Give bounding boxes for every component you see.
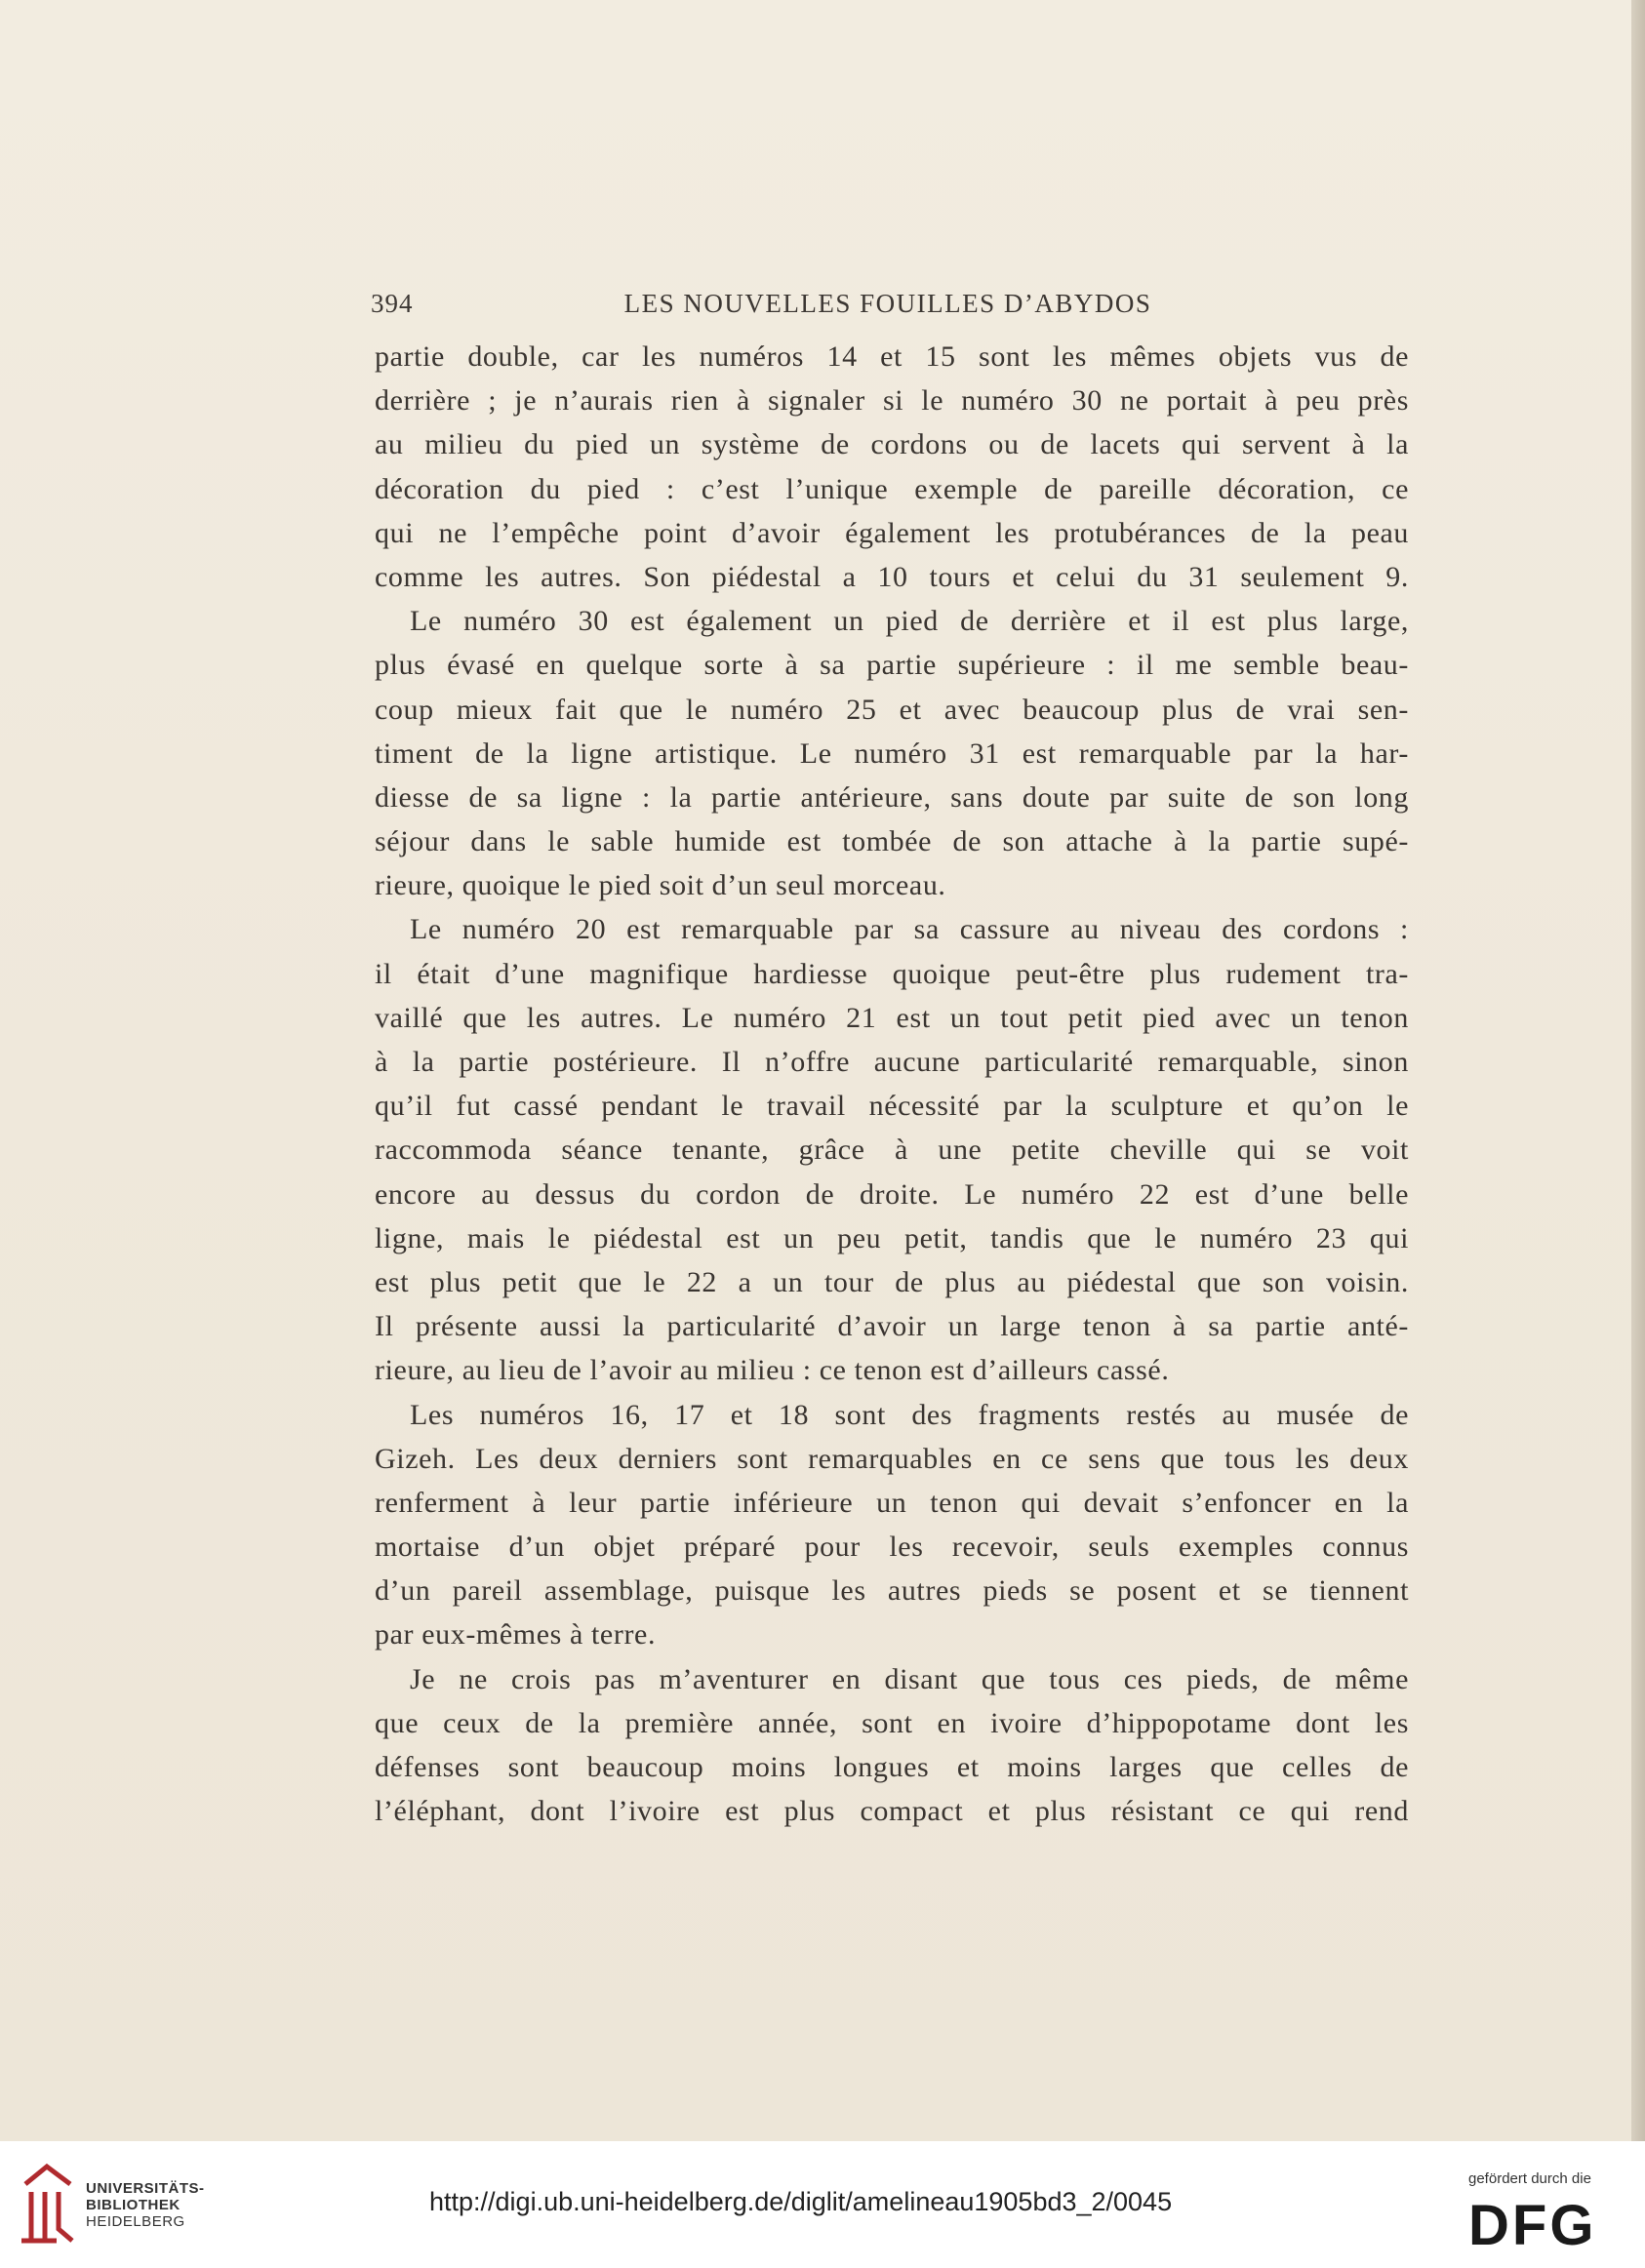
text-line: plus évasé en quelque sorte à sa partie supérieure : il me semble beau- [375, 649, 1409, 682]
text-line: Je ne crois pas m’aventurer en disant que tous ces pieds, de même [410, 1662, 1409, 1695]
library-name-line3: HEIDELBERG [86, 2213, 185, 2230]
page-edge-shadow [1631, 0, 1645, 2141]
text-line: d’un pareil assemblage, puisque les autres pieds se posent et se tiennent [375, 1574, 1409, 1608]
text-line: vaillé que les autres. Le numéro 21 est un tout petit pied avec un tenon [375, 1001, 1409, 1034]
text-line: qu’il fut cassé pendant le travail nécessité par la sculpture et qu’on le [375, 1090, 1409, 1123]
text-line: il était d’une magnifique hardiesse quoique peut-être plus rudement tra- [375, 957, 1409, 990]
text-line: mortaise d’un objet préparé pour les recevoir, seuls exemples connus [375, 1531, 1409, 1564]
text-line: partie double, car les numéros 14 et 15 sont les mêmes objets vus de [375, 340, 1409, 373]
text-line: l’éléphant, dont l’ivoire est plus compact et plus résistant ce qui rend [375, 1795, 1409, 1828]
text-line: encore au dessus du cordon de droite. Le numéro 22 est d’une belle [375, 1177, 1409, 1211]
body-text [375, 335, 1409, 1833]
text-line: rieure, au lieu de l’avoir au milieu : ce tenon est d’ailleurs cassé. [375, 1354, 1170, 1387]
text-line: défenses sont beaucoup moins longues et moins larges que celles de [375, 1751, 1409, 1783]
page-number: 394 [371, 289, 414, 318]
text-line: séjour dans le sable humide est tombée de son attache à la partie supé- [375, 825, 1409, 858]
text-line: comme les autres. Son piédestal a 10 tours et celui du 31 seulement 9. [375, 560, 1409, 593]
text-line: diesse de sa ligne : la partie antérieure, sans doute par suite de son long [375, 780, 1409, 814]
text-line: Le numéro 30 est également un pied de derrière et il est plus large, [410, 605, 1409, 638]
text-line: décoration du pied : c’est l’unique exemple de pareille décoration, ce [375, 472, 1409, 505]
library-name-line1: UNIVERSITÄTS- [86, 2180, 205, 2197]
running-title: LES NOUVELLES FOUILLES D’ABYDOS [623, 289, 1152, 318]
dfg-logo: DFG [1468, 2194, 1597, 2257]
funding-caption: gefördert durch die [1468, 2170, 1591, 2187]
text-line: timent de la ligne artistique. Le numéro 31 est remarquable par la har- [375, 736, 1409, 770]
page-header [371, 289, 1405, 328]
text-line: que ceux de la première année, sont en ivoire d’hippopotame dont les [375, 1706, 1409, 1739]
text-line: Les numéros 16, 17 et 18 sont des fragments restés au musée de [410, 1398, 1409, 1431]
text-line: est plus petit que le 22 a un tour de plus au piédestal que son voisin. [375, 1265, 1409, 1298]
text-line: Il présente aussi la particularité d’avoir un large tenon à sa partie anté- [375, 1310, 1409, 1343]
library-name [86, 2180, 205, 2230]
library-name-line2: BIBLIOTHEK [86, 2197, 181, 2213]
text-line: raccommoda séance tenante, grâce à une petite cheville qui se voit [375, 1134, 1409, 1167]
text-line: Gizeh. Les deux derniers sont remarquables en ce sens que tous les deux [375, 1442, 1409, 1475]
university-library-logo-icon [18, 2163, 78, 2247]
text-line: coup mieux fait que le numéro 25 et avec beaucoup plus de vrai sen- [375, 693, 1409, 726]
text-line: au milieu du pied un système de cordons ou de lacets qui servent à la [375, 428, 1409, 461]
text-line: rieure, quoique le pied soit d’un seul morceau. [375, 869, 946, 902]
footer-bar [0, 2141, 1645, 2268]
text-line: par eux-mêmes à terre. [375, 1618, 657, 1651]
text-line: derrière ; je n’aurais rien à signaler si le numéro 30 ne portait à peu près [375, 384, 1409, 418]
text-line: Le numéro 20 est remarquable par sa cassure au niveau des cordons : [410, 913, 1409, 946]
text-line: renferment à leur partie inférieure un tenon qui devait s’enfoncer en la [375, 1486, 1409, 1519]
text-line: qui ne l’empêche point d’avoir également les protubérances de la peau [375, 516, 1409, 549]
permalink-url[interactable]: http://digi.ub.uni-heidelberg.de/diglit/amelineau1905bd3_2/0045 [429, 2187, 1173, 2216]
text-line: ligne, mais le piédestal est un peu petit, tandis que le numéro 23 qui [375, 1221, 1409, 1254]
text-line: à la partie postérieure. Il n’offre aucune particularité remarquable, sinon [375, 1046, 1409, 1078]
